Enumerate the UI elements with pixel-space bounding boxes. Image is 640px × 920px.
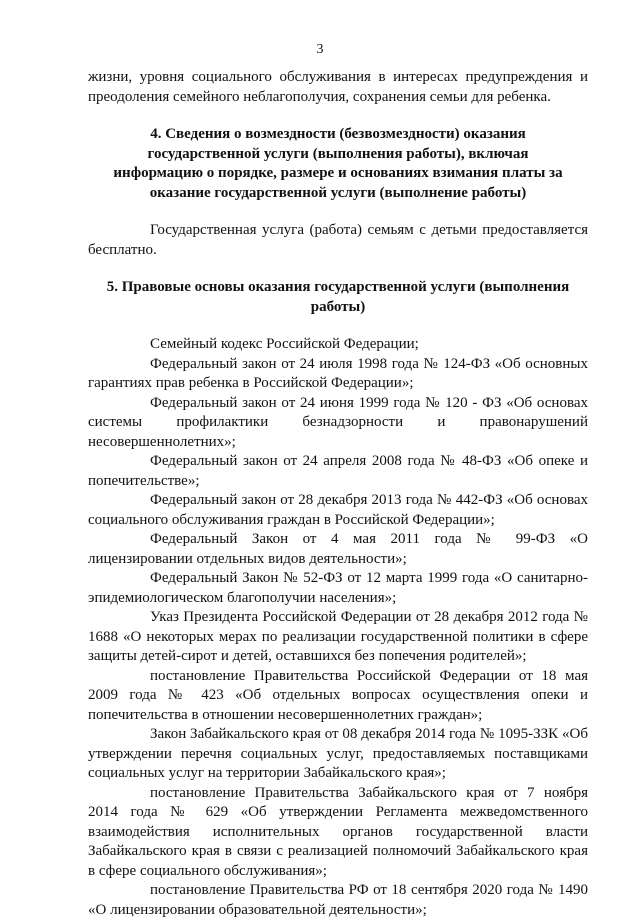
section-4-text: Государственная услуга (работа) семьям с детьми предоставляется бесплатно. (88, 222, 588, 258)
legal-basis-item: постановление Правительства Забайкальского края от 7 ноября 2014 года № 629 «Об утверждении Регламента межведомственного взаимодействия исполнительных органов государственной власти Забайкальского края в связи с реализацией полномочий Забайкальского края в сфере социального обслуживания»; (88, 784, 588, 879)
legal-basis-list (88, 335, 588, 920)
intro-paragraph: жизни, уровня социального обслуживания в интересах предупреждения и преодоления семейного неблагополучия, сохранения семьи для ребенка. (88, 69, 588, 105)
legal-basis-item: постановление Правительства РФ от 18 сентября 2020 года № 1490 «О лицензировании образовательной деятельности»; (88, 882, 588, 918)
legal-basis-item: Закон Забайкальского края от 08 декабря 2014 года № 1095-ЗЗК «Об утверждении перечня социальных услуг, предоставляемых поставщиками социальных услуг на территории Забайкальского края»; (88, 726, 588, 781)
legal-basis-item: Федеральный Закон № 52-ФЗ от 12 марта 1999 года «О санитарно-эпидемиологическом благополучии населения»; (88, 570, 588, 606)
legal-basis-item: Семейный кодекс Российской Федерации; (150, 336, 419, 352)
legal-basis-item: постановление Правительства Российской Федерации от 18 мая 2009 года № 423 «Об отдельных вопросах осуществления опеки и попечительства в отношении несовершеннолетних граждан»; (88, 667, 588, 723)
legal-basis-item: Указ Президента Российской Федерации от 28 декабря 2012 года № 1688 «О некоторых мерах по реализации государственной политики в сфере защиты детей-сирот и детей, оставшихся без попечения родителей»; (88, 609, 588, 664)
legal-basis-item: Федеральный закон от 24 июня 1999 года № 120 - ФЗ «Об основах системы профилактики безнадзорности и правонарушений несовершеннолетних»; (88, 394, 588, 450)
section-4-heading: 4. Сведения о возмездности (безвозмездности) оказания государственной услуги (выполнения работы), включая информацию о порядке, размере и основаниях взимания платы за оказание государственной услуги (выполнение работы) (113, 126, 563, 201)
legal-basis-item: Федеральный закон от 28 декабря 2013 года № 442-ФЗ «Об основах социального обслуживания граждан в Российской Федерации»; (88, 492, 588, 528)
document-body (88, 68, 588, 920)
legal-basis-item: Федеральный Закон от 4 мая 2011 года № 99-ФЗ «О лицензировании отдельных видов деятельности»; (88, 531, 588, 567)
legal-basis-item: Федеральный закон от 24 апреля 2008 года № 48-ФЗ «Об опеке и попечительстве»; (88, 453, 588, 489)
section-5-heading: 5. Правовые основы оказания государственной услуги (выполнения работы) (106, 279, 570, 315)
page-number: 3 (316, 42, 324, 57)
legal-basis-item: Федеральный закон от 24 июля 1998 года № 124-ФЗ «Об основных гарантиях прав ребенка в Российской Федерации»; (88, 355, 588, 391)
